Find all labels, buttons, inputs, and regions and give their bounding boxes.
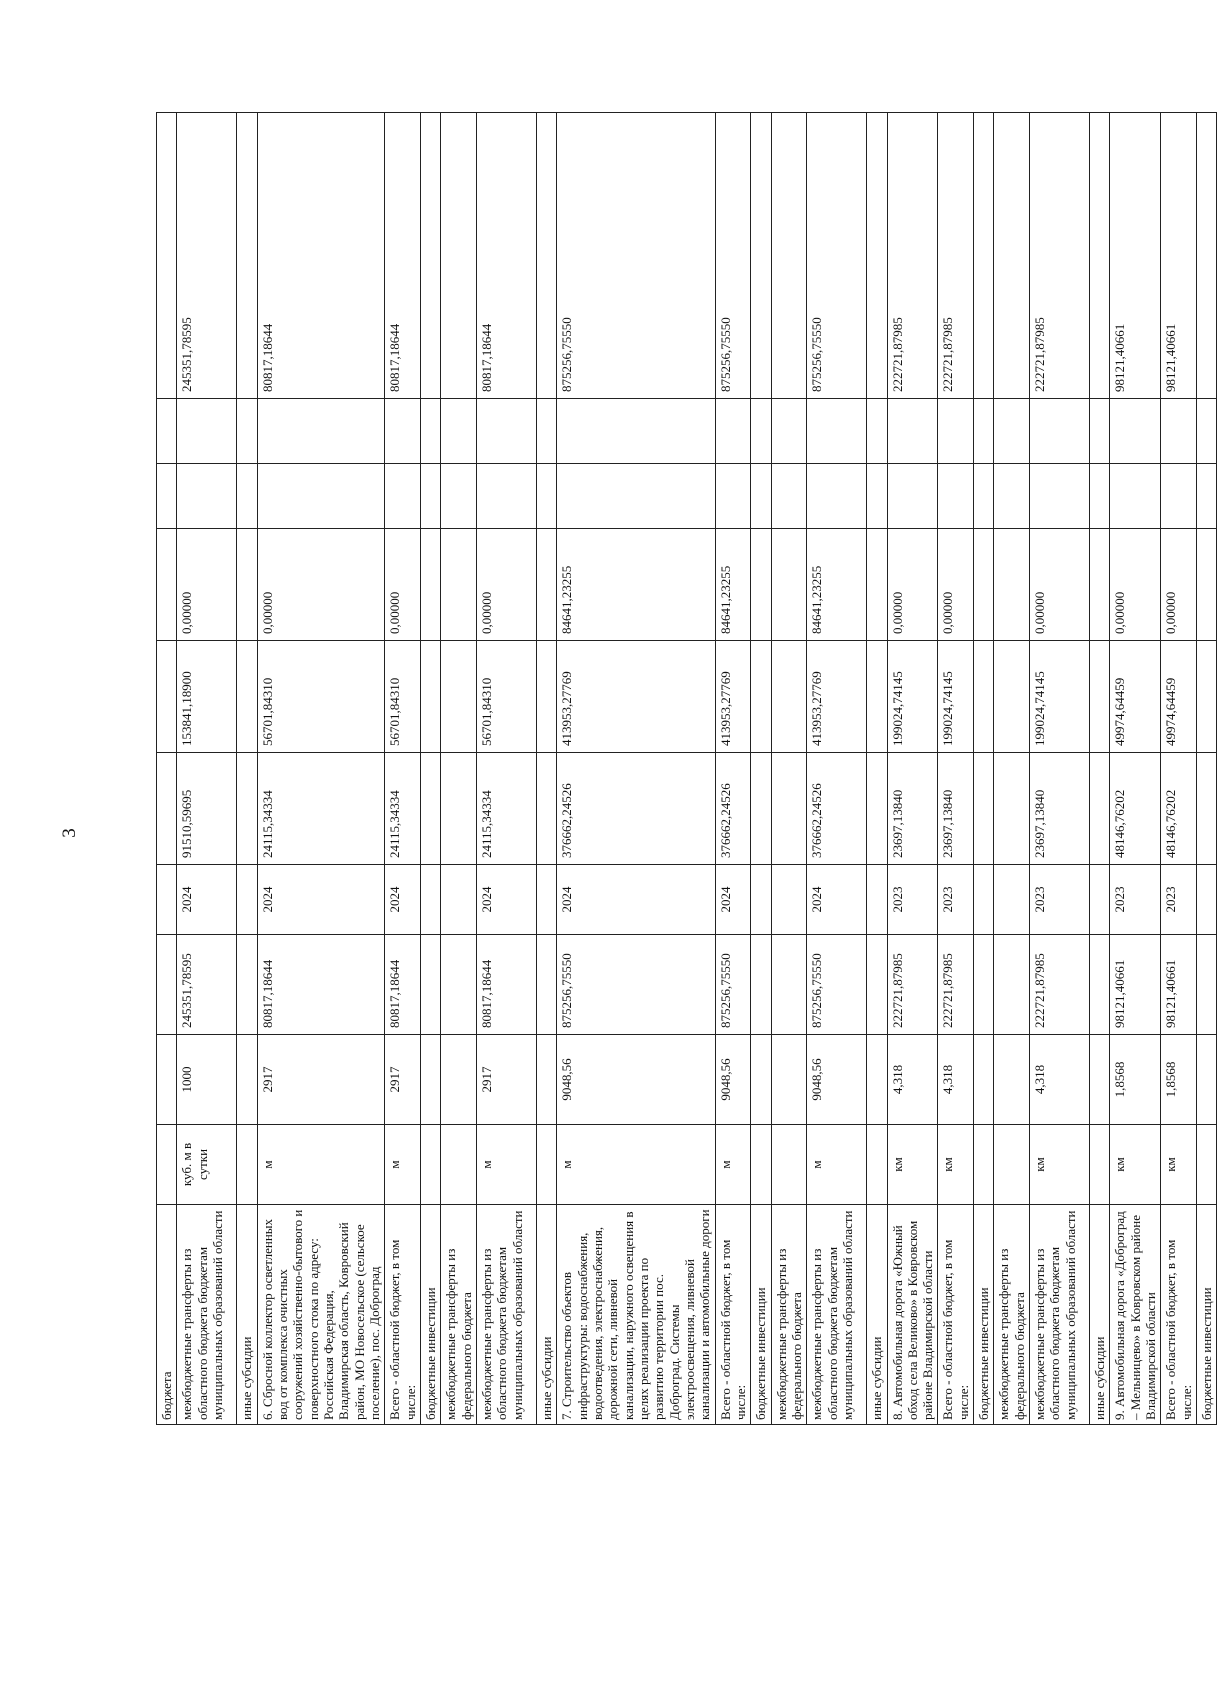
cell-c2: 56701,84310 [257, 641, 385, 753]
cell-c2: 413953,27769 [557, 641, 715, 753]
cell-desc: бюджетные инвестиции [420, 1205, 440, 1425]
cell-total: 98121,40661 [1161, 113, 1197, 399]
cell-qty: 2917 [385, 1035, 421, 1125]
cell-unit: м [557, 1125, 715, 1205]
cell-total: 80817,18644 [385, 113, 421, 399]
cell-unit: м [807, 1125, 867, 1205]
cell-cost [1090, 935, 1110, 1035]
cell-cost: 80817,18644 [257, 935, 385, 1035]
cell-c4 [994, 464, 1030, 529]
cell-total [751, 113, 771, 399]
cell-c5 [257, 399, 385, 464]
cell-c4 [237, 464, 257, 529]
cell-qty: 4,318 [1030, 1035, 1090, 1125]
cell-c5 [1110, 399, 1161, 464]
cell-cost [536, 935, 556, 1035]
cell-desc: иные субсидии [1090, 1205, 1110, 1425]
cell-total: 80817,18644 [257, 113, 385, 399]
cell-cost: 875256,75550 [557, 935, 715, 1035]
cell-desc: иные субсидии [536, 1205, 556, 1425]
cell-c2: 56701,84310 [385, 641, 421, 753]
cell-year [867, 865, 887, 935]
cell-qty: 2917 [476, 1035, 536, 1125]
cell-unit [867, 1125, 887, 1205]
cell-desc: межбюджетные трансферты из областного бюджета бюджетам муниципальных образований области [476, 1205, 536, 1425]
cell-c1: 48146,76202 [1110, 753, 1161, 865]
cell-year: 2023 [1030, 865, 1090, 935]
cell-c5 [1090, 399, 1110, 464]
cell-qty [441, 1035, 477, 1125]
table-row [887, 113, 938, 1425]
table-row [938, 113, 974, 1425]
cell-year: 2024 [385, 865, 421, 935]
cell-year [441, 865, 477, 935]
cell-c2: 49974,64459 [1110, 641, 1161, 753]
cell-c3 [157, 529, 177, 641]
cell-unit: км [1161, 1125, 1197, 1205]
cell-c3: 0,00000 [1161, 529, 1197, 641]
table-row [441, 113, 477, 1425]
cell-cost [974, 935, 994, 1035]
cell-c4 [157, 464, 177, 529]
cell-c3 [751, 529, 771, 641]
cell-desc: межбюджетные трансферты из областного бюджета бюджетам муниципальных образований области [177, 1205, 237, 1425]
cell-c3: 0,00000 [476, 529, 536, 641]
cell-cost: 98121,40661 [1161, 935, 1197, 1035]
cell-desc: бюджетные инвестиции [1197, 1205, 1217, 1425]
cell-c5 [887, 399, 938, 464]
cell-c3: 0,00000 [938, 529, 974, 641]
cell-c4 [715, 464, 751, 529]
table-row [557, 113, 715, 1425]
cell-cost [157, 935, 177, 1035]
cell-c3 [974, 529, 994, 641]
cell-unit: км [938, 1125, 974, 1205]
cell-total [157, 113, 177, 399]
cell-c1 [237, 753, 257, 865]
cell-c2: 413953,27769 [807, 641, 867, 753]
cell-qty [771, 1035, 807, 1125]
cell-c2: 413953,27769 [715, 641, 751, 753]
table-row [420, 113, 440, 1425]
cell-total [237, 113, 257, 399]
cell-year: 2024 [715, 865, 751, 935]
cell-unit [751, 1125, 771, 1205]
cell-qty [237, 1035, 257, 1125]
cell-c1: 23697,13840 [887, 753, 938, 865]
cell-c4 [257, 464, 385, 529]
cell-year [771, 865, 807, 935]
cell-unit [237, 1125, 257, 1205]
cell-c5 [237, 399, 257, 464]
cell-unit [420, 1125, 440, 1205]
cell-c2 [1090, 641, 1110, 753]
cell-c1 [994, 753, 1030, 865]
cell-qty: 9048,56 [807, 1035, 867, 1125]
cell-c4 [887, 464, 938, 529]
cell-total: 875256,75550 [807, 113, 867, 399]
cell-desc: бюджета [157, 1205, 177, 1425]
cell-cost [420, 935, 440, 1035]
cell-c4 [177, 464, 237, 529]
cell-qty: 4,318 [887, 1035, 938, 1125]
table-row [157, 113, 177, 1425]
cell-cost: 80817,18644 [476, 935, 536, 1035]
cell-c3 [237, 529, 257, 641]
cell-year [536, 865, 556, 935]
cell-qty [420, 1035, 440, 1125]
cell-year [1197, 865, 1217, 935]
cell-year: 2024 [807, 865, 867, 935]
cell-desc: бюджетные инвестиции [974, 1205, 994, 1425]
cell-desc: иные субсидии [237, 1205, 257, 1425]
cell-total [974, 113, 994, 399]
cell-c5 [715, 399, 751, 464]
cell-c3 [441, 529, 477, 641]
cell-c1 [1090, 753, 1110, 865]
cell-desc: Всего - областной бюджет, в том числе: [1161, 1205, 1197, 1425]
cell-c2: 199024,74145 [938, 641, 974, 753]
cell-c2 [441, 641, 477, 753]
cell-desc: 7. Строительство объектов инфраструктуры: водоснабжения, водоотведения, электроснабжения, дорожной сети, ливневой канализации, наружного освещения в целях реализации проекта по развитию территории пос. Доброград. Системы электроосвещения, ливневой канализации и автомобильные дороги [557, 1205, 715, 1425]
cell-qty: 9048,56 [715, 1035, 751, 1125]
cell-total: 98121,40661 [1110, 113, 1161, 399]
cell-unit [157, 1125, 177, 1205]
cell-total: 222721,87985 [1030, 113, 1090, 399]
cell-desc: Всего - областной бюджет, в том числе: [385, 1205, 421, 1425]
cell-cost: 875256,75550 [807, 935, 867, 1035]
cell-total [441, 113, 477, 399]
budget-table [156, 112, 1217, 1425]
cell-desc: бюджетные инвестиции [751, 1205, 771, 1425]
cell-c1 [771, 753, 807, 865]
cell-unit: м [257, 1125, 385, 1205]
cell-cost [867, 935, 887, 1035]
cell-unit: км [1030, 1125, 1090, 1205]
cell-c3: 84641,23255 [715, 529, 751, 641]
cell-c4 [1197, 464, 1217, 529]
table-row [1197, 113, 1217, 1425]
cell-unit [1197, 1125, 1217, 1205]
cell-total: 875256,75550 [715, 113, 751, 399]
cell-unit [1090, 1125, 1110, 1205]
cell-c5 [157, 399, 177, 464]
cell-c3: 84641,23255 [807, 529, 867, 641]
cell-c5 [807, 399, 867, 464]
cell-desc: межбюджетные трансферты из федерального бюджета [771, 1205, 807, 1425]
cell-cost [994, 935, 1030, 1035]
cell-c5 [938, 399, 974, 464]
cell-c2 [157, 641, 177, 753]
cell-c3: 0,00000 [257, 529, 385, 641]
cell-cost [441, 935, 477, 1035]
table-row [177, 113, 237, 1425]
table-row [715, 113, 751, 1425]
cell-cost [1197, 935, 1217, 1035]
cell-total [536, 113, 556, 399]
table-body [157, 113, 1217, 1425]
cell-c3 [1090, 529, 1110, 641]
cell-c4 [867, 464, 887, 529]
cell-year [157, 865, 177, 935]
cell-c1: 23697,13840 [1030, 753, 1090, 865]
cell-year [420, 865, 440, 935]
cell-year [1090, 865, 1110, 935]
cell-c1: 376662,24526 [557, 753, 715, 865]
cell-qty: 1,8568 [1110, 1035, 1161, 1125]
cell-year: 2023 [1110, 865, 1161, 935]
table-row [1090, 113, 1110, 1425]
cell-qty: 4,318 [938, 1035, 974, 1125]
cell-total: 875256,75550 [557, 113, 715, 399]
table-row [257, 113, 385, 1425]
table-row [974, 113, 994, 1425]
cell-c3 [994, 529, 1030, 641]
cell-cost [771, 935, 807, 1035]
cell-desc: 8. Автомобильная дорога «Южный обход села Великово» в Ковровском районе Владимирской области [887, 1205, 938, 1425]
cell-total [994, 113, 1030, 399]
rotated-table-wrapper [156, 113, 1215, 1425]
cell-c5 [557, 399, 715, 464]
cell-c3 [771, 529, 807, 641]
cell-unit: куб. м в сутки [177, 1125, 237, 1205]
cell-year: 2023 [938, 865, 974, 935]
cell-desc: межбюджетные трансферты из федерального бюджета [441, 1205, 477, 1425]
cell-c1: 24115,34334 [257, 753, 385, 865]
cell-c2 [1197, 641, 1217, 753]
page-number: 3 [59, 828, 80, 838]
cell-year [751, 865, 771, 935]
cell-cost [237, 935, 257, 1035]
cell-year: 2024 [476, 865, 536, 935]
cell-c4 [807, 464, 867, 529]
cell-desc: межбюджетные трансферты из областного бюджета бюджетам муниципальных образований области [1030, 1205, 1090, 1425]
cell-total [1090, 113, 1110, 399]
cell-c3: 0,00000 [177, 529, 237, 641]
cell-c1 [420, 753, 440, 865]
cell-c4 [1090, 464, 1110, 529]
cell-c5 [994, 399, 1030, 464]
cell-total [1197, 113, 1217, 399]
cell-c5 [1030, 399, 1090, 464]
cell-c1 [867, 753, 887, 865]
cell-qty [994, 1035, 1030, 1125]
cell-year [994, 865, 1030, 935]
cell-unit [771, 1125, 807, 1205]
table-row [1030, 113, 1090, 1425]
cell-desc: межбюджетные трансферты из федерального бюджета [994, 1205, 1030, 1425]
cell-desc: иные субсидии [867, 1205, 887, 1425]
cell-unit: м [476, 1125, 536, 1205]
cell-c3: 84641,23255 [557, 529, 715, 641]
cell-qty: 2917 [257, 1035, 385, 1125]
cell-c2: 56701,84310 [476, 641, 536, 753]
cell-total: 245351,78595 [177, 113, 237, 399]
cell-year: 2023 [887, 865, 938, 935]
cell-total [420, 113, 440, 399]
cell-unit [994, 1125, 1030, 1205]
cell-qty [867, 1035, 887, 1125]
cell-c1: 91510,59695 [177, 753, 237, 865]
cell-c1 [441, 753, 477, 865]
cell-c5 [771, 399, 807, 464]
cell-c2: 49974,64459 [1161, 641, 1197, 753]
cell-year [974, 865, 994, 935]
cell-c1: 376662,24526 [807, 753, 867, 865]
cell-year [237, 865, 257, 935]
cell-c4 [441, 464, 477, 529]
cell-c1: 24115,34334 [476, 753, 536, 865]
cell-total: 222721,87985 [938, 113, 974, 399]
table-row [476, 113, 536, 1425]
cell-c5 [974, 399, 994, 464]
cell-c5 [867, 399, 887, 464]
cell-year: 2024 [177, 865, 237, 935]
cell-c3 [867, 529, 887, 641]
cell-c5 [177, 399, 237, 464]
cell-unit: м [715, 1125, 751, 1205]
cell-c4 [385, 464, 421, 529]
cell-c4 [536, 464, 556, 529]
cell-qty [1197, 1035, 1217, 1125]
cell-total [771, 113, 807, 399]
cell-c4 [476, 464, 536, 529]
cell-c1: 24115,34334 [385, 753, 421, 865]
cell-c3: 0,00000 [1030, 529, 1090, 641]
cell-c1 [536, 753, 556, 865]
cell-qty [974, 1035, 994, 1125]
cell-c2: 199024,74145 [1030, 641, 1090, 753]
cell-c1 [157, 753, 177, 865]
cell-unit: м [385, 1125, 421, 1205]
table-row [867, 113, 887, 1425]
table-row [385, 113, 421, 1425]
cell-c4 [1161, 464, 1197, 529]
cell-qty [1090, 1035, 1110, 1125]
cell-c2 [994, 641, 1030, 753]
cell-c4 [974, 464, 994, 529]
table-row [536, 113, 556, 1425]
table-row [771, 113, 807, 1425]
cell-unit [974, 1125, 994, 1205]
cell-c4 [420, 464, 440, 529]
cell-qty: 1,8568 [1161, 1035, 1197, 1125]
cell-c3: 0,00000 [385, 529, 421, 641]
cell-c2 [536, 641, 556, 753]
cell-c2 [867, 641, 887, 753]
cell-total: 222721,87985 [887, 113, 938, 399]
cell-unit: км [1110, 1125, 1161, 1205]
cell-c2 [771, 641, 807, 753]
cell-year: 2024 [557, 865, 715, 935]
cell-cost: 222721,87985 [938, 935, 974, 1035]
cell-c5 [476, 399, 536, 464]
cell-c3 [536, 529, 556, 641]
cell-c5 [385, 399, 421, 464]
cell-desc: Всего - областной бюджет, в том числе: [715, 1205, 751, 1425]
cell-c1: 23697,13840 [938, 753, 974, 865]
cell-c5 [441, 399, 477, 464]
cell-c4 [557, 464, 715, 529]
cell-qty [751, 1035, 771, 1125]
cell-c2 [420, 641, 440, 753]
table-row [1161, 113, 1197, 1425]
cell-c3: 0,00000 [1110, 529, 1161, 641]
cell-c2 [237, 641, 257, 753]
cell-cost: 222721,87985 [1030, 935, 1090, 1035]
cell-c1 [751, 753, 771, 865]
cell-c5 [751, 399, 771, 464]
cell-desc: межбюджетные трансферты из областного бюджета бюджетам муниципальных образований области [807, 1205, 867, 1425]
cell-c3 [1197, 529, 1217, 641]
cell-c2: 153841,18900 [177, 641, 237, 753]
table-row [751, 113, 771, 1425]
table-row [807, 113, 867, 1425]
cell-c1: 48146,76202 [1161, 753, 1197, 865]
cell-c5 [420, 399, 440, 464]
cell-desc: Всего - областной бюджет, в том числе: [938, 1205, 974, 1425]
table-row [237, 113, 257, 1425]
cell-unit [536, 1125, 556, 1205]
cell-c4 [1110, 464, 1161, 529]
cell-c1 [1197, 753, 1217, 865]
cell-c2: 199024,74145 [887, 641, 938, 753]
cell-desc: 6. Сбросной коллектор осветленных вод от комплекса очистных сооружений хозяйственно-бытового и поверхностного стока по адресу: Российская Федерация, Владимирская область, Ковровский район, МО Новосельское (сельское поселение), пос. Доброград [257, 1205, 385, 1425]
cell-c3 [420, 529, 440, 641]
cell-cost: 245351,78595 [177, 935, 237, 1035]
cell-qty: 9048,56 [557, 1035, 715, 1125]
cell-cost: 875256,75550 [715, 935, 751, 1035]
cell-qty [536, 1035, 556, 1125]
cell-c4 [751, 464, 771, 529]
cell-total: 80817,18644 [476, 113, 536, 399]
cell-c4 [1030, 464, 1090, 529]
cell-c1 [974, 753, 994, 865]
cell-c5 [536, 399, 556, 464]
cell-cost: 80817,18644 [385, 935, 421, 1035]
cell-c2 [974, 641, 994, 753]
cell-c4 [938, 464, 974, 529]
table-row [1110, 113, 1161, 1425]
cell-cost: 98121,40661 [1110, 935, 1161, 1035]
cell-c4 [771, 464, 807, 529]
cell-desc: 9. Автомобильная дорога «Доброград – Мельницево» в Ковровском районе Владимирской области [1110, 1205, 1161, 1425]
cell-c5 [1197, 399, 1217, 464]
cell-c5 [1161, 399, 1197, 464]
cell-c2 [751, 641, 771, 753]
cell-unit [441, 1125, 477, 1205]
cell-cost [751, 935, 771, 1035]
cell-c1: 376662,24526 [715, 753, 751, 865]
cell-qty [157, 1035, 177, 1125]
cell-year: 2023 [1161, 865, 1197, 935]
cell-qty: 1000 [177, 1035, 237, 1125]
cell-c3: 0,00000 [887, 529, 938, 641]
cell-total [867, 113, 887, 399]
cell-cost: 222721,87985 [887, 935, 938, 1035]
cell-year: 2024 [257, 865, 385, 935]
table-row [994, 113, 1030, 1425]
cell-unit: км [887, 1125, 938, 1205]
